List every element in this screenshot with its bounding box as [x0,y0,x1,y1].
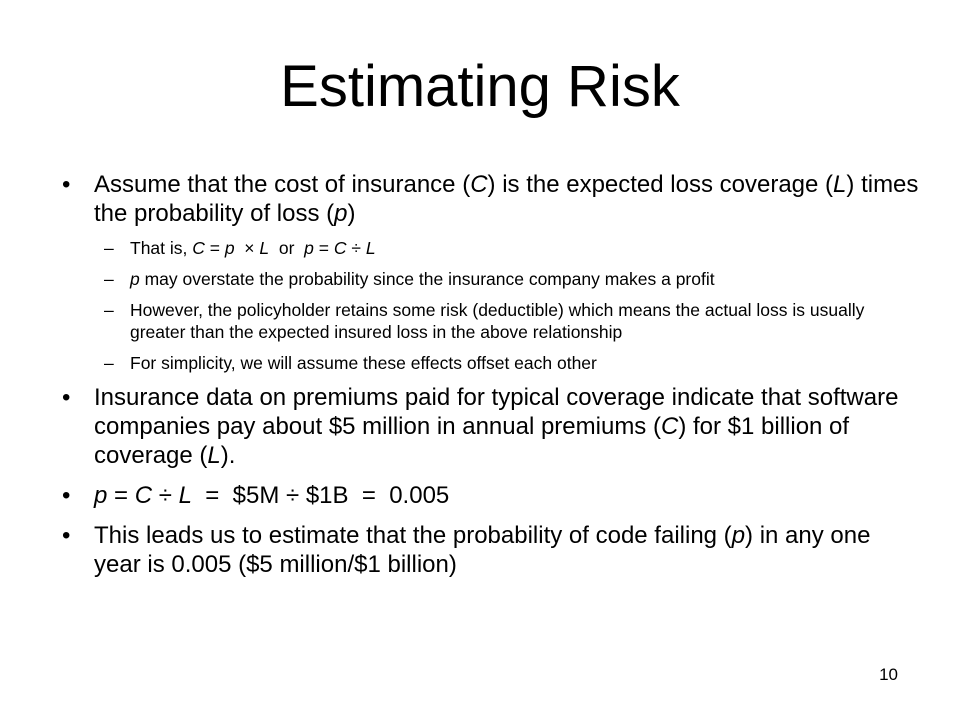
var-l: L [365,238,376,258]
bullet-item [62,521,922,579]
text-segment: may overstate the probability since the insurance company makes a profit [139,269,715,289]
text-segment: This leads us to estimate that the probability of code failing ( [94,522,732,549]
dash-icon: – [104,353,114,373]
text-segment: ) is the expected loss coverage ( [487,171,834,198]
var-l: L [207,442,221,469]
sub-bullet-text: However, the policyholder retains some risk (deductible) which means the actual loss is usually greater than the expected insured loss in the above relationship [130,300,865,342]
text-segment: Assume that the cost of insurance ( [94,171,471,198]
sub-bullet-list [62,237,922,374]
text-segment: = [313,238,334,258]
bullet-dot-icon: • [62,482,71,509]
bullet-dot-icon: • [62,171,71,198]
dash-icon: – [104,238,114,258]
var-p: p [304,238,314,258]
sub-bullet-item [104,299,922,343]
var-p: p [731,522,746,549]
var-c: C [660,413,679,440]
var-c: C [470,171,488,198]
page-number: 10 [879,665,898,684]
text-segment: ÷ [346,238,366,258]
bullet-text [94,383,922,470]
sub-bullet-item [104,352,922,374]
var-p: p [94,482,108,509]
var-p: p [224,238,235,258]
bullet-item [62,170,922,228]
text-segment: That is, [130,238,193,258]
var-c: C [192,238,205,258]
text-segment: ÷ [152,482,179,509]
sub-bullet-text [130,268,715,290]
var-c: C [134,482,153,509]
bullet-text [94,521,922,579]
text-segment: ) times the probability of loss ( [94,171,919,227]
text-segment: = [107,482,135,509]
bullet-item [62,481,922,510]
bullet-text [94,170,922,228]
sub-bullet-item [104,237,922,259]
dash-icon: – [104,269,114,289]
text-segment: or [269,238,305,258]
slide-content [62,170,922,590]
var-p: p [130,269,140,289]
var-l: L [833,171,847,198]
text-segment: = [204,238,225,258]
sub-bullet-item [104,268,922,290]
var-c: C [333,238,347,258]
sub-bullet-text [130,237,376,259]
sub-bullet-text: For simplicity, we will assume these effects offset each other [130,353,597,373]
dash-icon: – [104,300,114,320]
bullet-dot-icon: • [62,522,71,549]
bullet-dot-icon: • [62,384,71,411]
text-segment: ) for $1 billion of coverage ( [94,413,850,469]
text-segment: Insurance data on premiums paid for typical coverage indicate that software companies pay about $5 million in annual premiums ( [94,384,899,440]
slide-title: Estimating Risk [280,54,680,119]
text-segment: ). [220,442,236,469]
text-segment: ) in any one year is 0.005 ($5 million/$1 billion) [94,522,871,578]
bullet-text [94,481,449,510]
text-segment: ) [347,200,356,227]
var-p: p [334,200,348,227]
var-l: L [259,238,270,258]
text-segment: = $5M ÷ $1B = 0.005 [191,482,450,509]
bullet-item [62,383,922,470]
var-l: L [178,482,192,509]
text-segment: × [234,238,260,258]
